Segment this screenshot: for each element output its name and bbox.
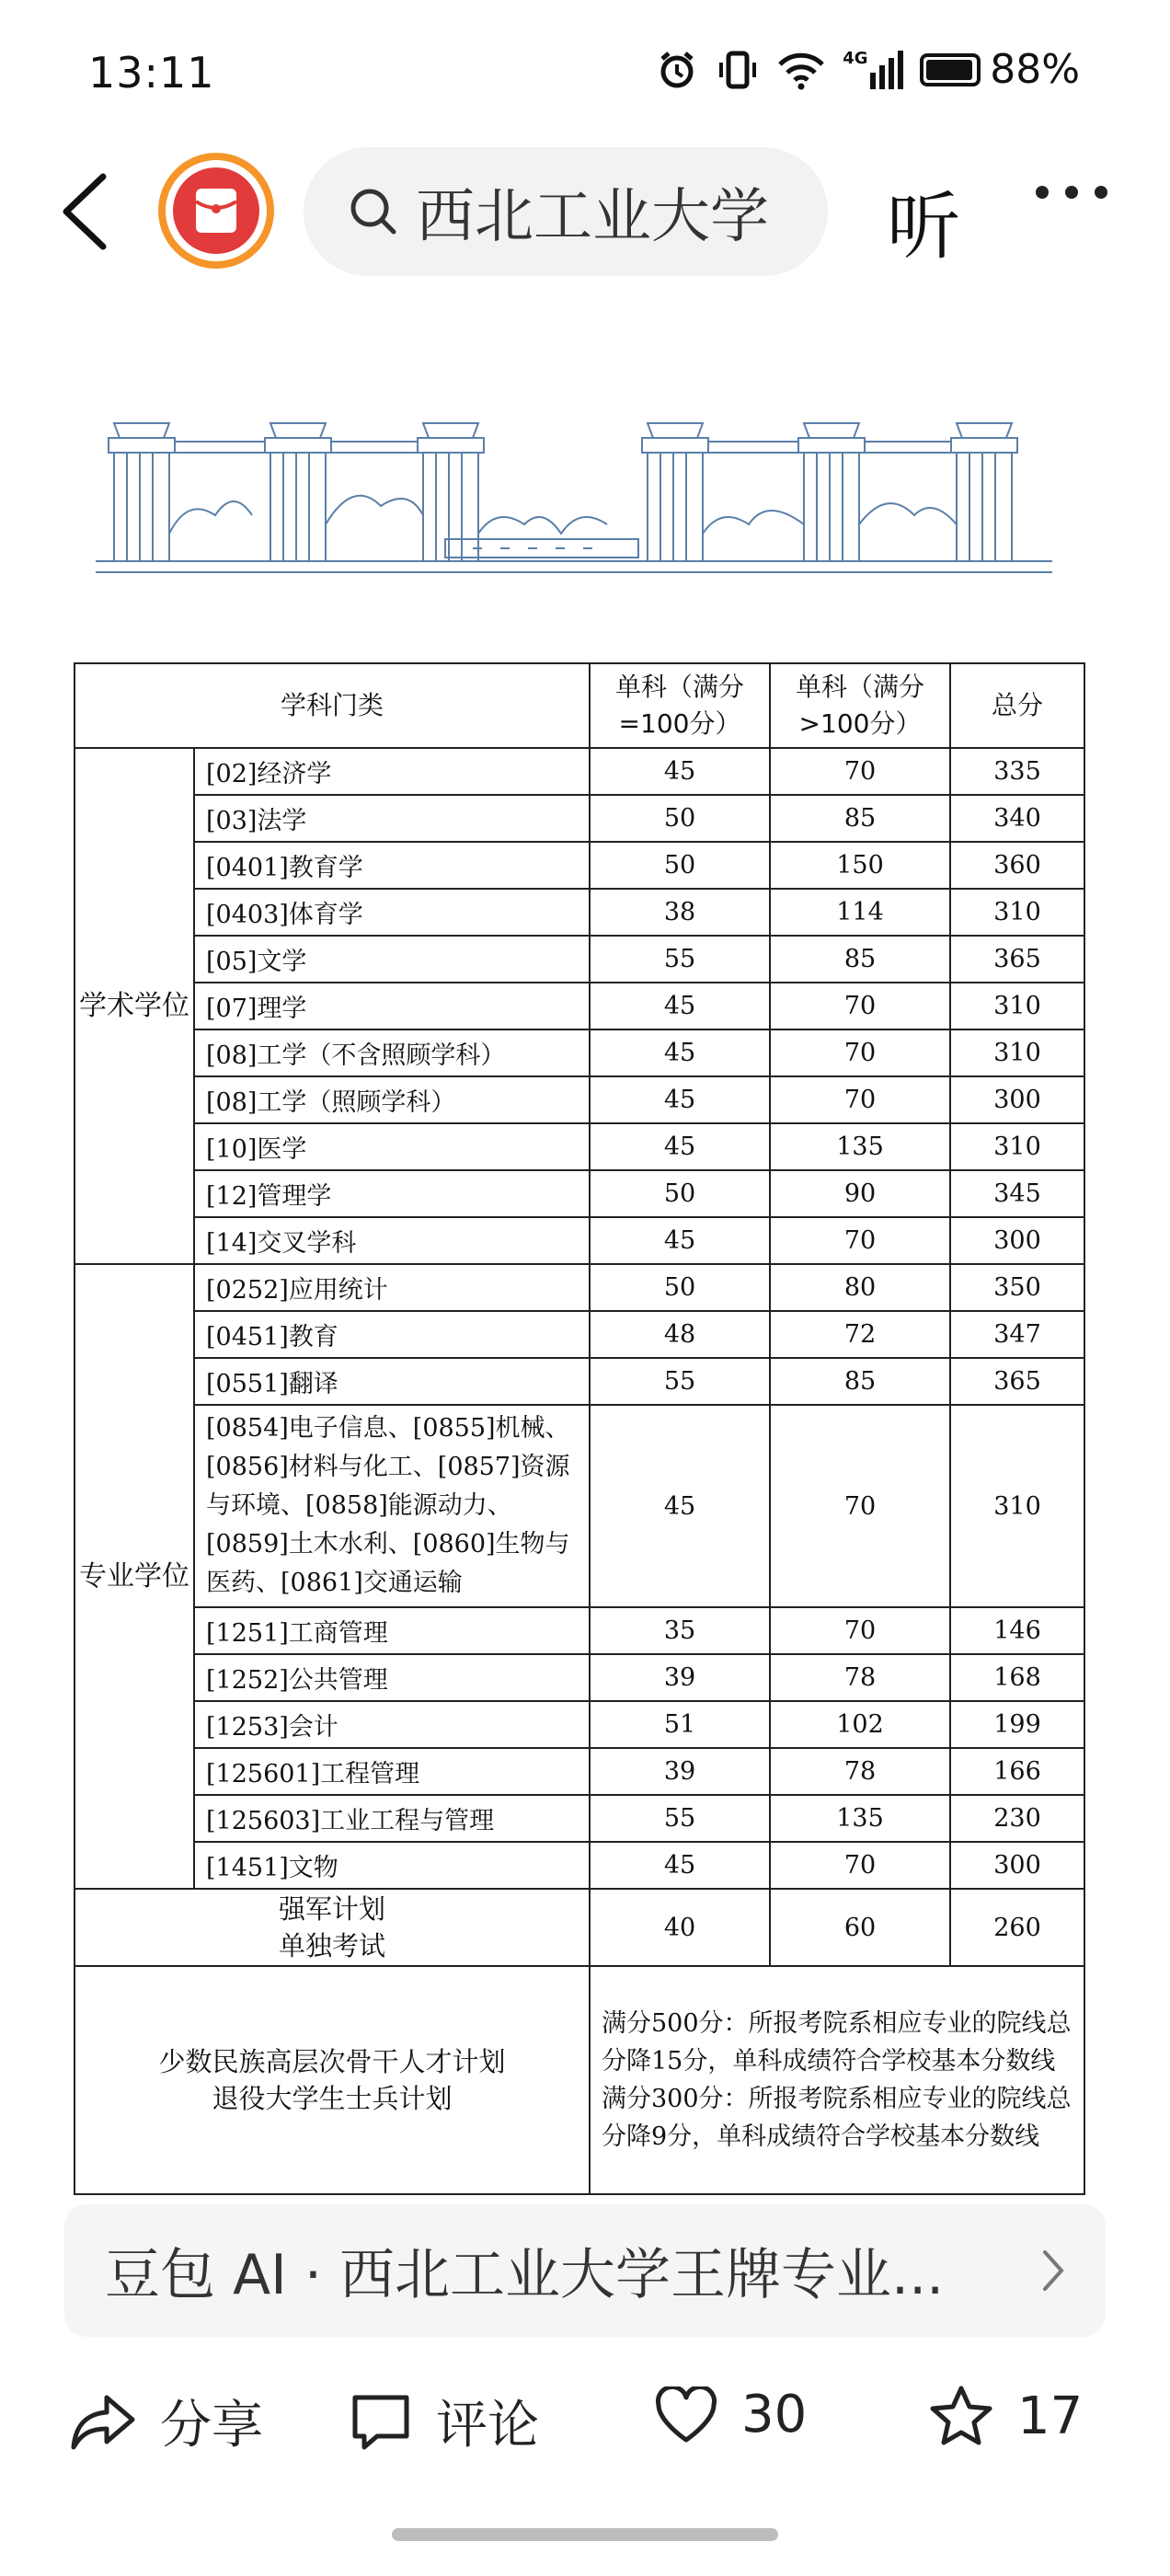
search-icon xyxy=(348,186,399,237)
header-total: 总分 xyxy=(950,663,1084,748)
cellular-signal-icon xyxy=(843,49,903,91)
subject-name: [1252]公共管理 xyxy=(194,1654,590,1701)
like-button[interactable] xyxy=(655,2385,807,2444)
total-score: 310 xyxy=(950,889,1084,936)
subject-name: [02]经济学 xyxy=(194,748,590,795)
single-gt100-score: 70 xyxy=(770,1405,950,1607)
table-header-row xyxy=(75,663,1084,748)
more-options-icon[interactable] xyxy=(1036,186,1107,199)
subject-name: [10]医学 xyxy=(194,1123,590,1170)
subject-name: [05]文学 xyxy=(194,936,590,983)
total-score: 168 xyxy=(950,1654,1084,1701)
ai-banner-text: 豆包 AI · 西北工业大学王牌专业... xyxy=(105,2243,945,2307)
single-100-score: 40 xyxy=(590,1889,770,1966)
table-row xyxy=(75,1607,1084,1654)
total-score: 310 xyxy=(950,1405,1084,1607)
subject-name: [07]理学 xyxy=(194,983,590,1029)
total-score: 300 xyxy=(950,1217,1084,1264)
single-100-score: 45 xyxy=(590,1217,770,1264)
total-score: 365 xyxy=(950,936,1084,983)
total-score: 350 xyxy=(950,1264,1084,1311)
minority-plan-label xyxy=(75,1966,590,2194)
single-100-score: 55 xyxy=(590,1795,770,1842)
table-row xyxy=(75,1654,1084,1701)
group-professional-label: 专业学位 xyxy=(75,1264,194,1889)
single-100-score: 51 xyxy=(590,1701,770,1748)
single-100-score: 50 xyxy=(590,795,770,842)
subject-name: [08]工学（不含照顾学科） xyxy=(194,1029,590,1076)
comment-label: 评论 xyxy=(436,2396,539,2455)
table-row xyxy=(75,1217,1084,1264)
header-single-100: 单科（满分=100分） xyxy=(590,663,770,748)
single-gt100-score: 85 xyxy=(770,936,950,983)
subject-name: [0854]电子信息、[0855]机械、[0856]材料与化工、[0857]资源与环境、[0858]能源动力、[0859]土木水利、[0860]生物与医药、[0861]交通运输 xyxy=(194,1405,590,1607)
total-score: 310 xyxy=(950,983,1084,1029)
total-score: 146 xyxy=(950,1607,1084,1654)
single-100-score: 35 xyxy=(590,1607,770,1654)
single-gt100-score: 114 xyxy=(770,889,950,936)
vibrate-icon xyxy=(716,48,760,92)
total-score: 365 xyxy=(950,1358,1084,1405)
note-300: 满分300分：所报考院系相应专业的院线总分降9分，单科成绩符合学校基本分数线 xyxy=(602,2085,1072,2151)
total-score: 300 xyxy=(950,1076,1084,1123)
status-bar xyxy=(0,0,1170,147)
home-indicator[interactable] xyxy=(392,2528,778,2541)
subject-name: [1451]文物 xyxy=(194,1842,590,1889)
ai-summary-banner[interactable] xyxy=(64,2204,1106,2337)
special-plan-label-line1: 强军计划 xyxy=(278,1893,385,1925)
table-row xyxy=(75,1264,1084,1311)
university-gate-illustration xyxy=(96,396,1052,580)
total-score: 310 xyxy=(950,1029,1084,1076)
group-academic-label: 学术学位 xyxy=(75,748,194,1264)
minority-plan-label-line2: 退役大学生士兵计划 xyxy=(212,2083,453,2114)
single-gt100-score: 85 xyxy=(770,1358,950,1405)
subject-name: [12]管理学 xyxy=(194,1170,590,1217)
subject-name: [125601]工程管理 xyxy=(194,1748,590,1795)
table-row xyxy=(75,1123,1084,1170)
total-score: 347 xyxy=(950,1311,1084,1358)
special-plan-row xyxy=(75,1889,1084,1966)
header-category: 学科门类 xyxy=(75,663,590,748)
bottom-action-bar xyxy=(0,2355,1170,2484)
single-100-score: 50 xyxy=(590,1170,770,1217)
share-button[interactable] xyxy=(70,2385,263,2458)
special-plan-label-line2: 单独考试 xyxy=(278,1930,385,1961)
star-icon xyxy=(929,2385,993,2447)
table-row xyxy=(75,842,1084,889)
minority-plan-note xyxy=(590,1966,1084,2194)
subject-name: [0551]翻译 xyxy=(194,1358,590,1405)
app-avatar[interactable] xyxy=(158,153,274,269)
single-100-score: 45 xyxy=(590,983,770,1029)
share-label: 分享 xyxy=(160,2396,263,2455)
total-score: 260 xyxy=(950,1889,1084,1966)
single-gt100-score: 80 xyxy=(770,1264,950,1311)
table-row xyxy=(75,889,1084,936)
single-gt100-score: 90 xyxy=(770,1170,950,1217)
total-score: 300 xyxy=(950,1842,1084,1889)
listen-button[interactable]: 听 xyxy=(887,184,960,270)
single-gt100-score: 60 xyxy=(770,1889,950,1966)
single-100-score: 45 xyxy=(590,1842,770,1889)
single-gt100-score: 135 xyxy=(770,1795,950,1842)
single-gt100-score: 70 xyxy=(770,1076,950,1123)
table-row xyxy=(75,1076,1084,1123)
total-score: 199 xyxy=(950,1701,1084,1748)
wifi-icon xyxy=(776,50,826,90)
single-gt100-score: 70 xyxy=(770,1217,950,1264)
single-gt100-score: 70 xyxy=(770,1029,950,1076)
single-gt100-score: 70 xyxy=(770,1842,950,1889)
total-score: 345 xyxy=(950,1170,1084,1217)
single-100-score: 50 xyxy=(590,1264,770,1311)
note-500: 满分500分：所报考院系相应专业的院线总分降15分，单科成绩符合学校基本分数线 xyxy=(602,2009,1072,2076)
subject-name: [1251]工商管理 xyxy=(194,1607,590,1654)
comment-icon xyxy=(350,2392,412,2451)
single-gt100-score: 78 xyxy=(770,1654,950,1701)
table-row xyxy=(75,1842,1084,1889)
total-score: 335 xyxy=(950,748,1084,795)
subject-name: [1253]会计 xyxy=(194,1701,590,1748)
header-single-gt100: 单科（满分>100分） xyxy=(770,663,950,748)
single-gt100-score: 70 xyxy=(770,983,950,1029)
top-nav-bar xyxy=(0,147,1170,276)
total-score: 310 xyxy=(950,1123,1084,1170)
subject-name: [125603]工业工程与管理 xyxy=(194,1795,590,1842)
special-plan-label xyxy=(75,1889,590,1966)
favorite-button[interactable] xyxy=(929,2385,1083,2447)
status-icons xyxy=(655,46,1080,93)
table-row xyxy=(75,1795,1084,1842)
red-envelope-icon xyxy=(192,185,240,236)
battery-percent: 88% xyxy=(990,46,1080,93)
table-row xyxy=(75,1358,1084,1405)
single-100-score: 45 xyxy=(590,1029,770,1076)
table-row xyxy=(75,936,1084,983)
search-bar[interactable] xyxy=(304,147,828,276)
single-gt100-score: 102 xyxy=(770,1701,950,1748)
single-gt100-score: 150 xyxy=(770,842,950,889)
table-row xyxy=(75,1311,1084,1358)
single-100-score: 39 xyxy=(590,1748,770,1795)
table-row xyxy=(75,1701,1084,1748)
total-score: 166 xyxy=(950,1748,1084,1795)
table-row xyxy=(75,795,1084,842)
minority-plan-label-line1: 少数民族高层次骨干人才计划 xyxy=(158,2046,506,2077)
subject-name: [14]交叉学科 xyxy=(194,1217,590,1264)
like-count: 30 xyxy=(741,2385,808,2444)
single-gt100-score: 78 xyxy=(770,1748,950,1795)
table-row xyxy=(75,1748,1084,1795)
subject-name: [0252]应用统计 xyxy=(194,1264,590,1311)
minority-plan-row xyxy=(75,1966,1084,2194)
alarm-icon xyxy=(655,48,699,92)
subject-name: [03]法学 xyxy=(194,795,590,842)
score-table xyxy=(74,662,1085,2195)
single-100-score: 50 xyxy=(590,842,770,889)
single-gt100-score: 85 xyxy=(770,795,950,842)
back-arrow-icon[interactable] xyxy=(50,166,123,258)
total-score: 340 xyxy=(950,795,1084,842)
subject-name: [0401]教育学 xyxy=(194,842,590,889)
table-row xyxy=(75,1405,1084,1607)
subject-name: [0451]教育 xyxy=(194,1311,590,1358)
table-row xyxy=(75,1029,1084,1076)
share-icon xyxy=(70,2392,136,2451)
search-query: 西北工业大学 xyxy=(416,183,769,251)
battery-icon xyxy=(920,53,981,86)
table-row xyxy=(75,1170,1084,1217)
single-100-score: 38 xyxy=(590,889,770,936)
subject-name: [08]工学（照顾学科） xyxy=(194,1076,590,1123)
single-gt100-score: 72 xyxy=(770,1311,950,1358)
chevron-right-icon xyxy=(1039,2248,1067,2293)
single-100-score: 55 xyxy=(590,1358,770,1405)
single-100-score: 45 xyxy=(590,1123,770,1170)
single-100-score: 39 xyxy=(590,1654,770,1701)
heart-icon xyxy=(655,2386,717,2444)
single-gt100-score: 135 xyxy=(770,1123,950,1170)
network-type: 4G xyxy=(843,48,868,68)
subject-name: [0403]体育学 xyxy=(194,889,590,936)
total-score: 360 xyxy=(950,842,1084,889)
table-row xyxy=(75,748,1084,795)
single-100-score: 55 xyxy=(590,936,770,983)
single-100-score: 48 xyxy=(590,1311,770,1358)
single-gt100-score: 70 xyxy=(770,748,950,795)
status-time: 13:11 xyxy=(88,48,215,98)
total-score: 230 xyxy=(950,1795,1084,1842)
battery-indicator xyxy=(920,46,1080,93)
single-100-score: 45 xyxy=(590,748,770,795)
comment-button[interactable] xyxy=(350,2385,539,2458)
single-100-score: 45 xyxy=(590,1405,770,1607)
table-row xyxy=(75,983,1084,1029)
single-gt100-score: 70 xyxy=(770,1607,950,1654)
favorite-count: 17 xyxy=(1017,2386,1084,2446)
single-100-score: 45 xyxy=(590,1076,770,1123)
